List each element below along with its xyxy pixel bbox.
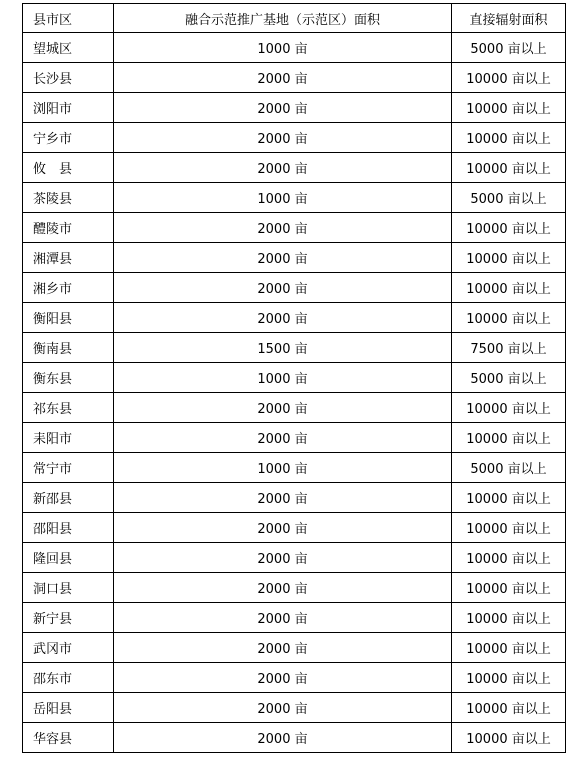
table-row [23, 453, 566, 483]
cell-county: 耒阳市 [23, 423, 114, 453]
cell-county: 祁东县 [23, 393, 114, 423]
cell-radiation-area: 10000 亩以上 [452, 633, 566, 663]
cell-county: 醴陵市 [23, 213, 114, 243]
cell-radiation-area: 10000 亩以上 [452, 303, 566, 333]
cell-county: 常宁市 [23, 453, 114, 483]
table-row [23, 543, 566, 573]
table-row [23, 393, 566, 423]
cell-county: 浏阳市 [23, 93, 114, 123]
cell-base-area: 1000 亩 [114, 363, 452, 393]
table-row [23, 63, 566, 93]
cell-radiation-area: 10000 亩以上 [452, 123, 566, 153]
cell-county: 湘潭县 [23, 243, 114, 273]
cell-radiation-area: 10000 亩以上 [452, 423, 566, 453]
cell-county: 华容县 [23, 723, 114, 753]
cell-radiation-area: 5000 亩以上 [452, 453, 566, 483]
table-row [23, 273, 566, 303]
cell-county: 新邵县 [23, 483, 114, 513]
cell-base-area: 1000 亩 [114, 33, 452, 63]
cell-radiation-area: 10000 亩以上 [452, 693, 566, 723]
table-row [23, 693, 566, 723]
table-header [23, 4, 566, 33]
cell-county: 长沙县 [23, 63, 114, 93]
cell-radiation-area: 10000 亩以上 [452, 393, 566, 423]
cell-county: 攸 县 [23, 153, 114, 183]
cell-radiation-area: 10000 亩以上 [452, 273, 566, 303]
cell-radiation-area: 5000 亩以上 [452, 363, 566, 393]
cell-base-area: 2000 亩 [114, 123, 452, 153]
cell-base-area: 2000 亩 [114, 303, 452, 333]
cell-county: 茶陵县 [23, 183, 114, 213]
cell-radiation-area: 5000 亩以上 [452, 33, 566, 63]
cell-county: 洞口县 [23, 573, 114, 603]
table-row [23, 603, 566, 633]
cell-base-area: 2000 亩 [114, 243, 452, 273]
cell-base-area: 1000 亩 [114, 183, 452, 213]
cell-radiation-area: 10000 亩以上 [452, 543, 566, 573]
cell-county: 衡阳县 [23, 303, 114, 333]
cell-county: 新宁县 [23, 603, 114, 633]
table-row [23, 483, 566, 513]
cell-county: 衡南县 [23, 333, 114, 363]
table-row [23, 303, 566, 333]
cell-county: 邵东市 [23, 663, 114, 693]
cell-county: 宁乡市 [23, 123, 114, 153]
table-row [23, 723, 566, 753]
cell-radiation-area: 5000 亩以上 [452, 183, 566, 213]
cell-base-area: 2000 亩 [114, 273, 452, 303]
table-body [23, 33, 566, 753]
cell-county: 望城区 [23, 33, 114, 63]
cell-county: 隆回县 [23, 543, 114, 573]
cell-base-area: 2000 亩 [114, 663, 452, 693]
table-row [23, 123, 566, 153]
cell-county: 衡东县 [23, 363, 114, 393]
table-row [23, 33, 566, 63]
header-row [23, 4, 566, 33]
cell-radiation-area: 10000 亩以上 [452, 573, 566, 603]
cell-base-area: 2000 亩 [114, 393, 452, 423]
cell-radiation-area: 10000 亩以上 [452, 213, 566, 243]
table-row [23, 423, 566, 453]
cell-base-area: 2000 亩 [114, 213, 452, 243]
cell-base-area: 1000 亩 [114, 453, 452, 483]
cell-radiation-area: 10000 亩以上 [452, 663, 566, 693]
cell-base-area: 2000 亩 [114, 543, 452, 573]
cell-base-area: 2000 亩 [114, 693, 452, 723]
cell-base-area: 2000 亩 [114, 423, 452, 453]
cell-base-area: 2000 亩 [114, 153, 452, 183]
cell-county: 岳阳县 [23, 693, 114, 723]
cell-base-area: 2000 亩 [114, 63, 452, 93]
cell-base-area: 2000 亩 [114, 573, 452, 603]
table-row [23, 513, 566, 543]
cell-base-area: 2000 亩 [114, 93, 452, 123]
table-row [23, 333, 566, 363]
table-row [23, 183, 566, 213]
cell-base-area: 2000 亩 [114, 633, 452, 663]
header-radiation-area: 直接辐射面积 [452, 4, 566, 33]
cell-radiation-area: 10000 亩以上 [452, 153, 566, 183]
cell-radiation-area: 10000 亩以上 [452, 243, 566, 273]
cell-county: 湘乡市 [23, 273, 114, 303]
cell-base-area: 1500 亩 [114, 333, 452, 363]
table-row [23, 93, 566, 123]
cell-radiation-area: 10000 亩以上 [452, 483, 566, 513]
cell-radiation-area: 10000 亩以上 [452, 93, 566, 123]
cell-radiation-area: 7500 亩以上 [452, 333, 566, 363]
cell-base-area: 2000 亩 [114, 513, 452, 543]
table-row [23, 153, 566, 183]
table-row [23, 633, 566, 663]
table-row [23, 363, 566, 393]
cell-radiation-area: 10000 亩以上 [452, 513, 566, 543]
cell-radiation-area: 10000 亩以上 [452, 63, 566, 93]
table-row [23, 663, 566, 693]
demonstration-area-table [22, 3, 566, 753]
cell-base-area: 2000 亩 [114, 603, 452, 633]
table-row [23, 213, 566, 243]
table-row [23, 243, 566, 273]
table-row [23, 573, 566, 603]
cell-county: 邵阳县 [23, 513, 114, 543]
cell-county: 武冈市 [23, 633, 114, 663]
cell-radiation-area: 10000 亩以上 [452, 723, 566, 753]
cell-radiation-area: 10000 亩以上 [452, 603, 566, 633]
cell-base-area: 2000 亩 [114, 483, 452, 513]
header-base-area: 融合示范推广基地（示范区）面积 [114, 4, 452, 33]
cell-base-area: 2000 亩 [114, 723, 452, 753]
header-county: 县市区 [23, 4, 114, 33]
